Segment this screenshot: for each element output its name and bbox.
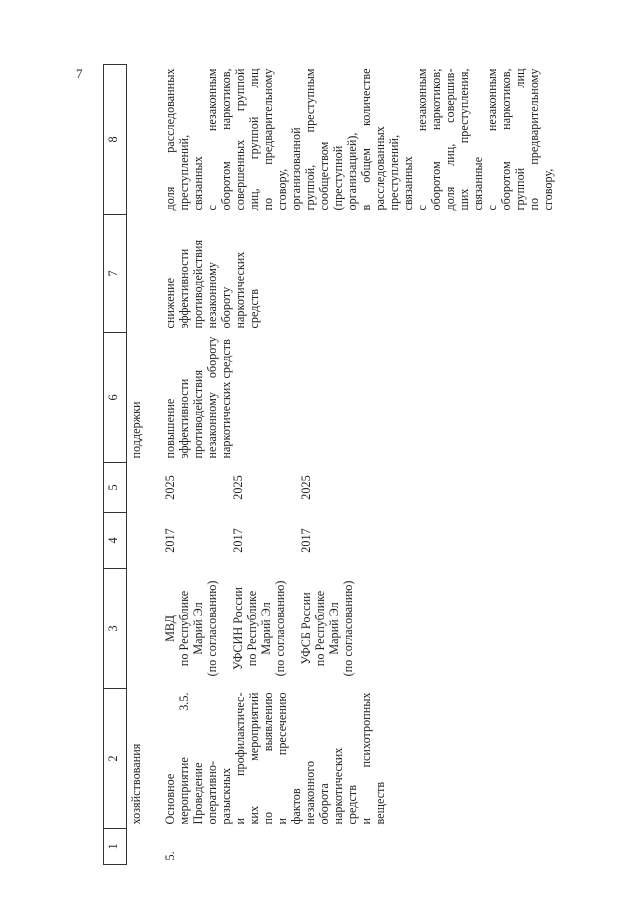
executor-line: Марий Эл [191,602,205,655]
indicator-line: по предварительному [261,68,275,211]
measure-line: и психотропных [359,692,373,825]
measure-line: и профилактичес- [233,692,247,825]
measure-line: и пресечению [275,692,289,825]
indicator-line: связанных [191,156,205,211]
consequences-text [163,219,261,329]
indicator-line: сговору, [541,168,555,211]
indicator-line: группой, преступным [303,68,317,211]
executor-line: по Республике [177,590,191,667]
indicator-line: организованной [289,127,303,211]
measure-line: оперативно- [205,761,219,825]
indicator-line: в общем количестве [359,68,373,211]
column-header-5: 5 [104,463,127,513]
page-number: 7 [76,66,83,81]
measure-line: разыскных [219,767,233,825]
executor-line: УФСБ России [299,592,313,665]
measure-line: фактов [289,788,303,825]
executor-line: МВД [163,615,177,642]
indicator-text [163,69,555,211]
indicator-line: оборотом наркотиков; [429,68,443,211]
indicator-line: доля лиц, совершив- [443,68,457,211]
expected-result-text [163,337,233,459]
continuation-measure-text: хозяйствования [129,743,143,825]
measure-line: по выявлению [261,692,275,825]
measure-line: Основное [163,773,177,825]
measure-line: незаконного [303,760,317,825]
column-header-6: 6 [104,333,127,463]
executor-cell [161,569,557,689]
measure-line: средств [345,785,359,825]
indicator-line: оборотом наркотиков, [219,68,233,211]
column-header-1: 1 [104,829,127,865]
result-line: повышение [163,398,177,459]
measure-line: наркотических [331,747,345,825]
consequence-line: противодействия [191,239,205,329]
end-year: 2025 [231,475,245,500]
column-header-2: 2 [104,689,127,829]
continuation-result-text: поддержки [129,401,143,459]
consequence-line: снижение [163,277,177,329]
start-year-cell [161,513,557,569]
consequence-line: средств [247,289,261,329]
indicator-line: с незаконным [205,68,219,211]
indicator-line: связанных [401,156,415,211]
indicator-line: с незаконным [415,68,429,211]
executor-line: (по согласованию) [341,580,355,677]
measures-table [103,65,573,865]
indicator-cell [161,65,557,215]
result-line: эффективности [177,378,191,459]
indicator-line: организацией), [345,132,359,211]
measure-line: ких мероприятий [247,692,261,825]
indicator-line: с незаконным [485,68,499,211]
measure-line: Проведение [191,762,205,825]
measure-name-text [163,693,387,825]
row-number: 5. [163,851,177,861]
indicator-line: оборотом наркотиков, [499,68,513,211]
executor-line: Марий Эл [327,602,341,655]
column-header-7: 7 [104,215,127,333]
consequence-line: незаконному обороту [205,262,233,329]
column-number-row [104,65,127,865]
end-year-cell [161,463,557,513]
executor-line: (по согласованию) [205,580,219,677]
result-line: противодействия [191,369,205,459]
indicator-line: совершенных группой [233,68,247,211]
executor-mvd [163,573,219,685]
indicator-line: по предварительному [527,68,541,211]
result-line: наркотических средств [219,339,233,459]
indicator-line: лиц, группой лиц [247,68,261,211]
consequence-line: эффективности [177,248,191,329]
indicator-line: преступлений, [177,134,191,211]
start-year: 2017 [163,528,177,553]
continuation-row [127,65,162,865]
executor-ufsb [299,573,355,685]
expected-result-cell [161,333,557,463]
measures-grid [103,64,557,865]
indicator-line: сговору, [275,168,289,211]
result-line: незаконному обороту [205,336,219,459]
table-row [161,65,557,865]
indicator-line: доля расследованных [163,68,177,211]
indicator-line: преступлений, [387,134,401,211]
end-year: 2025 [163,475,177,500]
end-year: 2025 [299,475,313,500]
measure-line: веществ [373,781,387,825]
executor-line: Марий Эл [259,602,273,655]
consequence-line: наркотических [233,251,247,329]
indicator-line: сообществом [317,141,331,211]
indicator-line: расследованных [373,126,387,211]
indicator-line: (преступной [331,145,345,211]
start-year: 2017 [231,528,245,553]
indicator-line: связанные [471,157,485,211]
column-header-3: 3 [104,569,127,689]
executor-line: УФСИН России [231,587,245,670]
measure-line: оборота [317,783,331,825]
indicator-line: группой лиц [513,68,527,211]
executor-line: (по согласованию) [273,580,287,677]
executor-ufsin [231,573,287,685]
consequences-cell [161,215,557,333]
column-header-4: 4 [104,513,127,569]
start-year: 2017 [299,528,313,553]
executor-line: по Республике [313,590,327,667]
column-header-8: 8 [104,65,127,215]
executor-line: по Республике [245,590,259,667]
measure-name-cell [161,689,557,829]
measure-line: мероприятие 3.5. [177,692,191,825]
indicator-line: ших преступления, [457,68,471,211]
